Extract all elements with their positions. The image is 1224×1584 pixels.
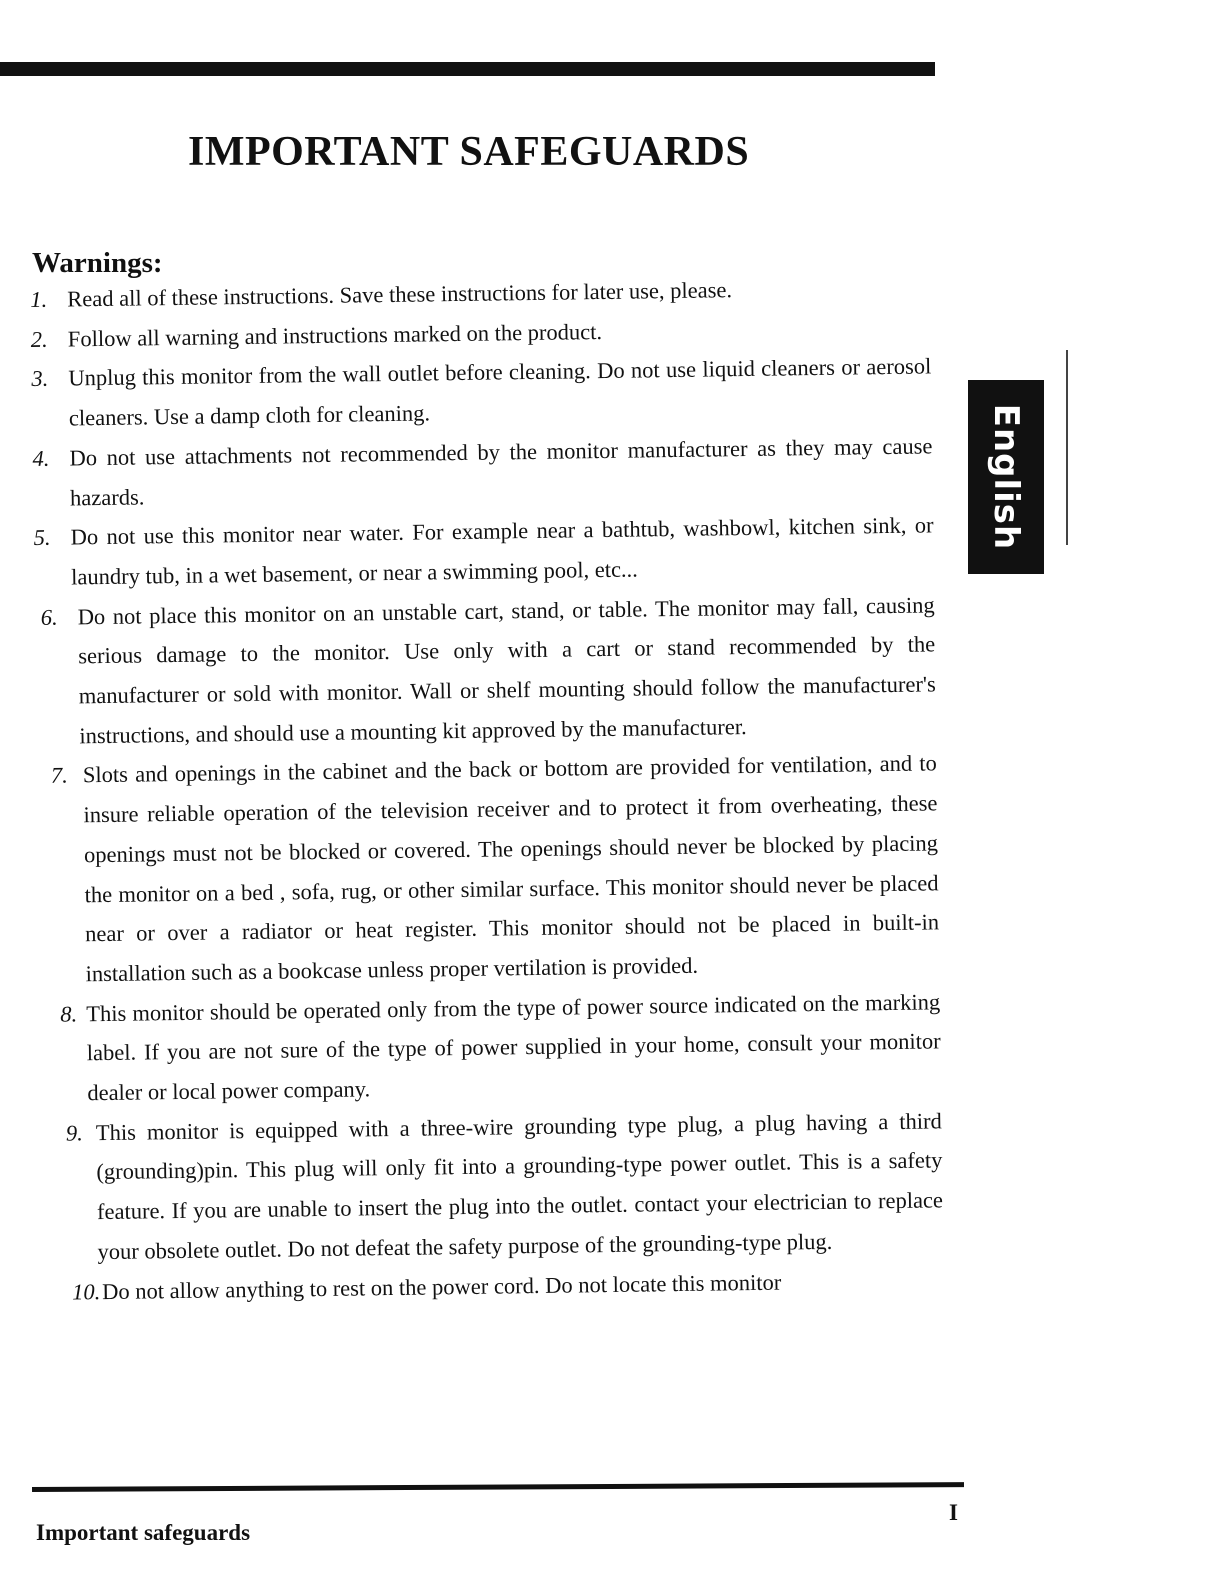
item-text: Slots and openings in the cabinet and the back or bottom are provided for ventilation, and to insure reliable operation of the television receiver and to protect it from overheating, these openings must not be blocked or covered. The openings should never be blocked by placing the monitor on a bed , sofa, rug, or other similar surface. This monitor should never be placed near or over a radiator or heat register. This monitor should not be placed in built-in installation such as a bookcase unless proper vertilation is provided. xyxy=(82,750,940,987)
warning-item xyxy=(42,1101,944,1272)
item-text: Read all of these instructions. Save these instructions for later use, please. xyxy=(67,277,733,312)
warnings-list xyxy=(30,267,944,1312)
item-number: 5. xyxy=(33,524,51,551)
footer-label: Important safeguards xyxy=(36,1520,251,1545)
item-text: Follow all warning and instructions marked on the product. xyxy=(67,318,603,352)
item-number: 6. xyxy=(40,604,58,630)
margin-line xyxy=(1066,350,1068,545)
item-number: 8. xyxy=(60,1001,78,1027)
item-number: 4. xyxy=(32,445,50,471)
item-text: Do not place this monitor on an unstable cart, stand, or table. The monitor may fall, causing serious damage to the monitor. Use only with a cart or stand recommended by the manufacturer or sold with monitor. Wall or shelf mounting should follow the manufacturer's instructions, and should use a mounting kit approved by the manufacturer. xyxy=(77,592,936,749)
item-number: 10. xyxy=(71,1278,101,1305)
warning-item xyxy=(40,982,942,1114)
item-text: Do not use this monitor near water. For example near a bathtub, washbowl, kitchen sink, or laundry tub, in a wet basement, or near a swimming pool, etc... xyxy=(70,512,934,590)
page-number: I xyxy=(949,1500,958,1525)
item-number: 2. xyxy=(30,326,48,352)
item-number: 3. xyxy=(31,366,49,392)
warning-item xyxy=(33,506,934,598)
bottom-rule xyxy=(32,1482,964,1492)
warnings-heading: Warnings: xyxy=(32,247,163,279)
item-text: This monitor is equipped with a three-wire grounding type plug, a plug having a third (grounding)pin. This plug will only fit into a grounding-type power outlet. This is a safety feature. If you are unable to insert the plug into the outlet. contact your electrician to replace your obsolete outlet. Do not defeat the safety purpose of the grounding-type plug. xyxy=(95,1108,944,1265)
item-text: Unplug this monitor from the wall outlet before cleaning. Do not use liquid cleaners or aerosol cleaners. Use a damp cloth for cleaning. xyxy=(68,353,932,431)
page-title: IMPORTANT SAFEGUARDS xyxy=(188,129,750,175)
warning-item xyxy=(31,347,932,439)
item-number: 1. xyxy=(30,286,48,312)
item-number: 9. xyxy=(65,1120,83,1146)
item-number: 7. xyxy=(50,762,68,789)
item-text: This monitor should be operated only from the type of power source indicated on the marking label. If you are not sure of the type of power supplied in your home, consult your monitor dealer or local power company. xyxy=(86,989,941,1106)
item-text: Do not allow anything to rest on the power cord. Do not locate this monitor xyxy=(101,1269,782,1304)
language-tab xyxy=(968,380,1044,574)
language-tab-label: English xyxy=(986,403,1026,551)
top-rule xyxy=(0,62,935,76)
item-text: Do not use attachments not recommended by the monitor manufacturer as they may cause hazards. xyxy=(69,433,933,510)
warning-item xyxy=(32,426,933,518)
warning-item xyxy=(34,585,936,756)
warning-item xyxy=(37,744,940,995)
